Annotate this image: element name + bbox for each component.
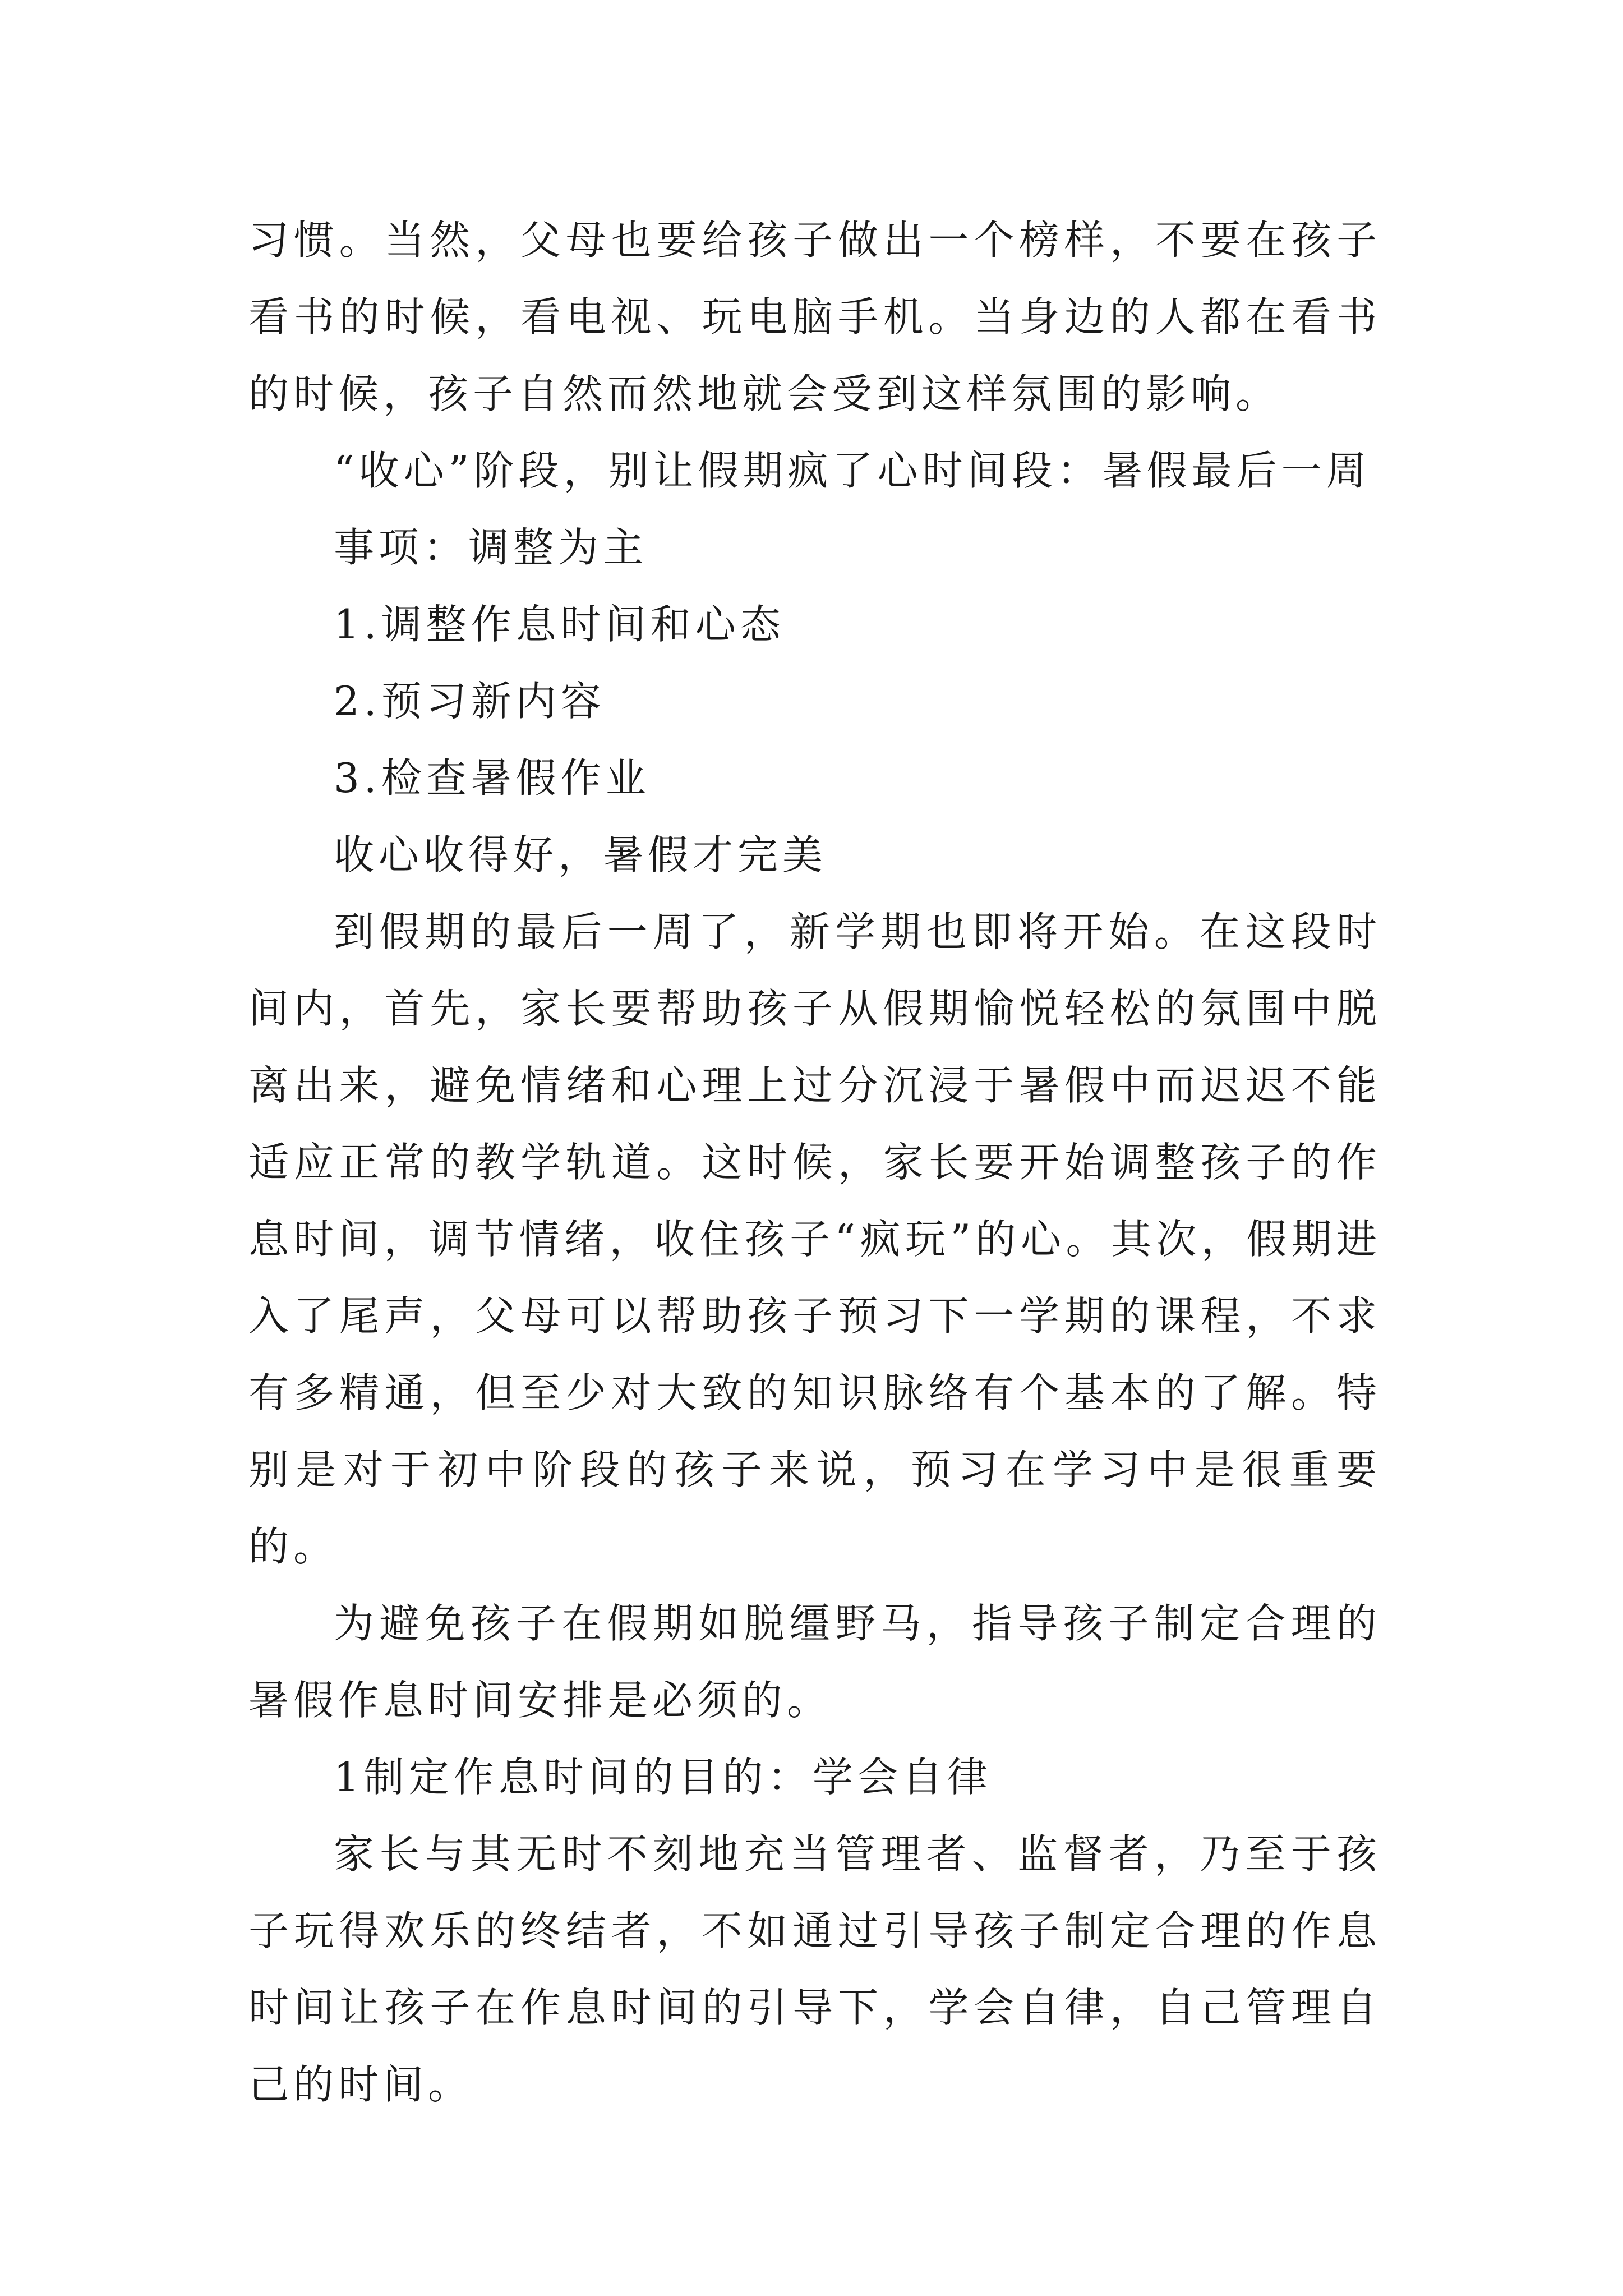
document-body xyxy=(248,202,1381,2123)
section-subheading: 事项：调整为主 xyxy=(334,524,648,571)
section-subheading: 收心收得好，暑假才完美 xyxy=(334,831,828,878)
list-item: 1.调整作息时间和心态 xyxy=(334,601,785,648)
paragraph: 家长与其无时不刻地充当管理者、监督者，乃至于孩子玩得欢乐的终结者，不如通过引导孩子制定合理的作息时间让孩子在作息时间的引导下，学会自律，自己管理自己的时间。 xyxy=(248,1830,1381,2108)
paragraph: 到假期的最后一周了，新学期也即将开始。在这段时间内，首先，家长要帮助孩子从假期愉悦轻松的氛围中脱离出来，避免情绪和心理上过分沉浸于暑假中而迟迟不能适应正常的教学轨道。这时候，家长要开始调整孩子的作息时间，调节情绪，收住孩子“疯玩”的心。其次，假期进入了尾声，父母可以帮助孩子预习下一学期的课程，不求有多精通，但至少对大致的知识脉络有个基本的了解。特别是对于初中阶段的孩子来说，预习在学习中是很重要的。 xyxy=(248,908,1381,1570)
paragraph: 为避免孩子在假期如脱缰野马，指导孩子制定合理的暑假作息时间安排是必须的。 xyxy=(248,1600,1381,1724)
list-item: 2.预习新内容 xyxy=(334,678,606,725)
paragraph-continuation: 习惯。当然，父母也要给孩子做出一个榜样，不要在孩子看书的时候，看电视、玩电脑手机。当身边的人都在看书的时候，孩子自然而然地就会受到这样氛围的影响。 xyxy=(248,217,1381,417)
section-subheading: 1制定作息时间的目的：学会自律 xyxy=(334,1754,992,1801)
section-heading: “收心”阶段，别让假期疯了心时间段：暑假最后一周 xyxy=(334,447,1371,494)
list-item: 3.检查暑假作业 xyxy=(334,754,651,802)
